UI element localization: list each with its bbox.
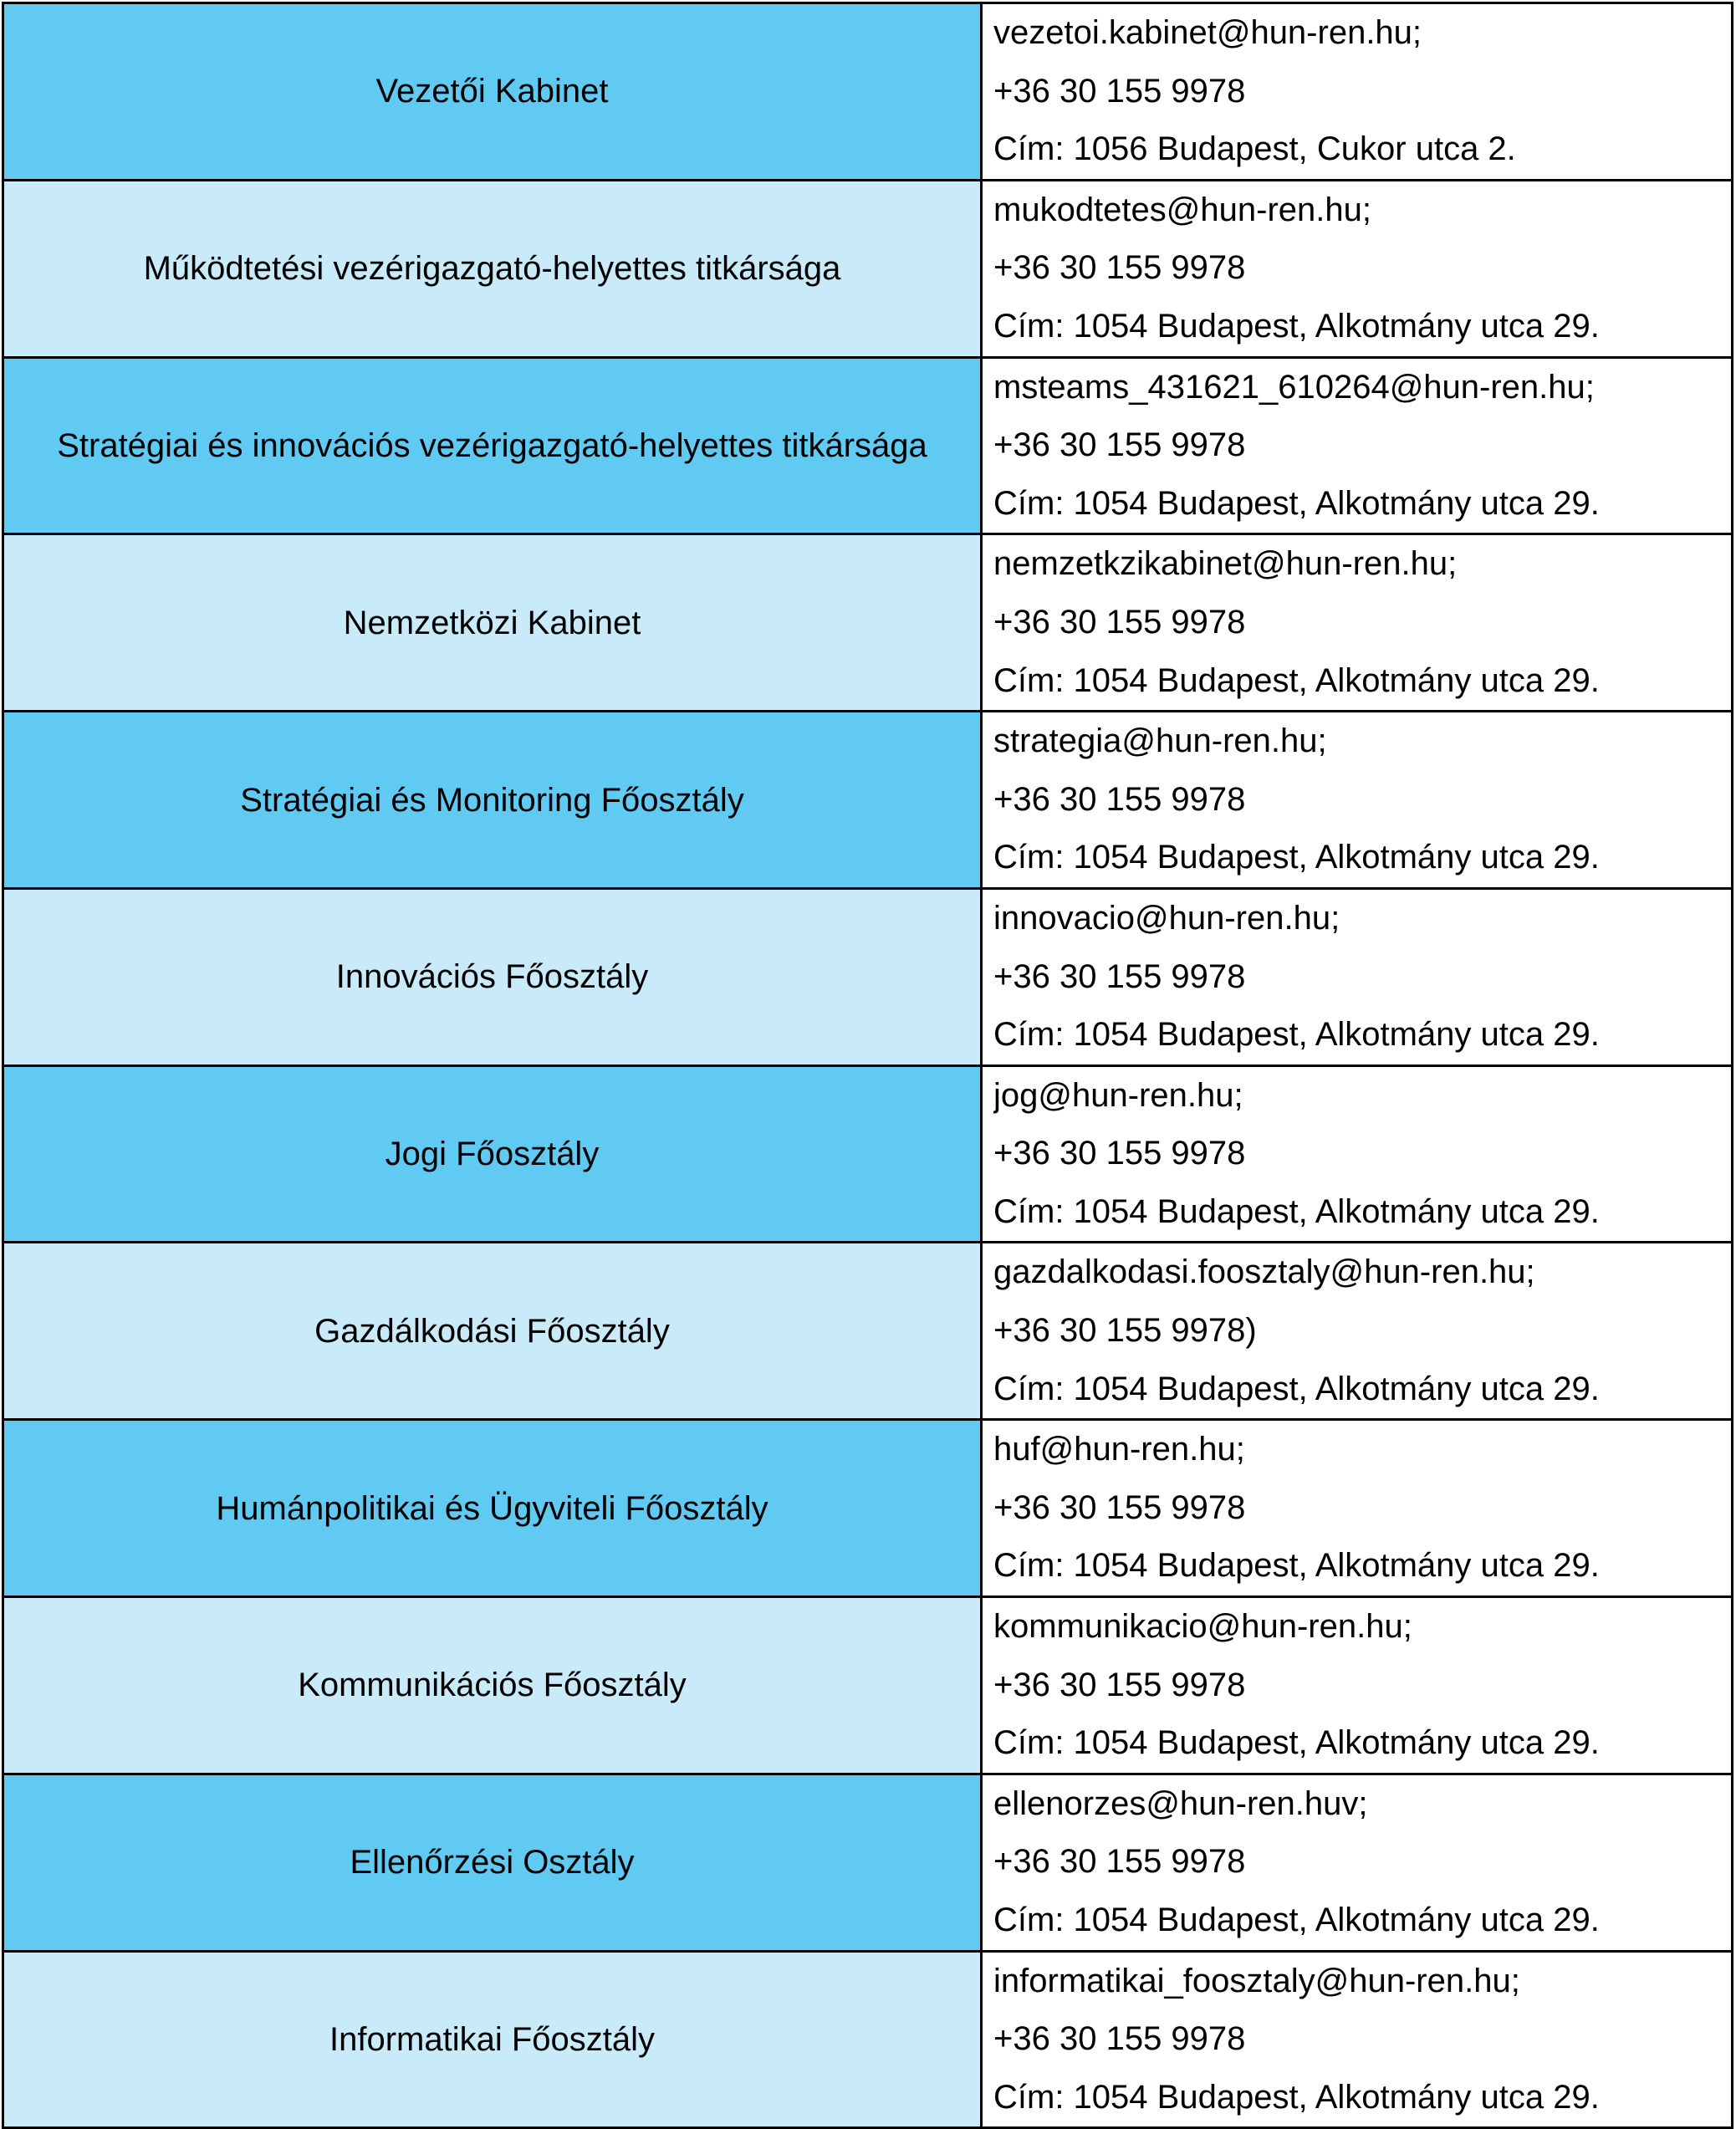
department-name: Informatikai Főosztály	[3, 1951, 982, 2128]
email-address[interactable]: nemzetkzikabinet@hun-ren.hu;	[993, 545, 1458, 583]
phone-number: +36 30 155 9978	[993, 426, 1246, 464]
email-address[interactable]: innovacio@hun-ren.hu;	[993, 899, 1340, 937]
contact-cell	[982, 1951, 1733, 2128]
department-name: Humánpolitikai és Ügyviteli Főosztály	[3, 1420, 982, 1597]
postal-address: Cím: 1054 Budapest, Alkotmány utca 29.	[993, 1902, 1600, 1938]
table-row	[3, 180, 1733, 357]
email-address[interactable]: ellenorzes@hun-ren.huv;	[993, 1784, 1368, 1822]
contact-cell	[982, 1065, 1733, 1243]
phone-number: +36 30 155 9978	[993, 1843, 1246, 1881]
department-name: Gazdálkodási Főosztály	[3, 1243, 982, 1420]
email-address[interactable]: msteams_431621_610264@hun-ren.hu;	[993, 368, 1595, 406]
department-name: Jogi Főosztály	[3, 1065, 982, 1243]
postal-address: Cím: 1054 Budapest, Alkotmány utca 29.	[993, 661, 1600, 699]
department-name: Ellenőrzési Osztály	[3, 1774, 982, 1951]
postal-address: Cím: 1054 Budapest, Alkotmány utca 29.	[993, 1192, 1600, 1230]
postal-address: Cím: 1054 Budapest, Alkotmány utca 29.	[993, 1724, 1600, 1762]
phone-number: +36 30 155 9978)	[993, 1312, 1257, 1350]
department-name: Kommunikációs Főosztály	[3, 1597, 982, 1774]
contact-cell	[982, 3, 1733, 181]
department-name: Működtetési vezérigazgató-helyettes titkársága	[3, 180, 982, 357]
email-address[interactable]: jog@hun-ren.hu;	[993, 1076, 1243, 1114]
department-name: Nemzetközi Kabinet	[3, 534, 982, 712]
postal-address: Cím: 1054 Budapest, Alkotmány utca 29.	[993, 484, 1600, 522]
email-address[interactable]: mukodtetes@hun-ren.hu;	[993, 191, 1371, 228]
email-address[interactable]: informatikai_foosztaly@hun-ren.hu;	[993, 1962, 1520, 1999]
email-address[interactable]: kommunikacio@hun-ren.hu;	[993, 1608, 1412, 1646]
contacts-table-body	[3, 3, 1733, 2128]
department-name: Innovációs Főosztály	[3, 888, 982, 1065]
phone-number: +36 30 155 9978	[993, 957, 1246, 995]
table-row	[3, 888, 1733, 1065]
contact-cell	[982, 534, 1733, 712]
table-row	[3, 1951, 1733, 2128]
contact-cell	[982, 888, 1733, 1065]
department-name: Stratégiai és innovációs vezérigazgató-helyettes titkársága	[3, 357, 982, 534]
department-name: Stratégiai és Monitoring Főosztály	[3, 712, 982, 889]
phone-number: +36 30 155 9978	[993, 2020, 1246, 2058]
contact-cell	[982, 1420, 1733, 1597]
table-row	[3, 1420, 1733, 1597]
contact-cell	[982, 1243, 1733, 1420]
email-address[interactable]: huf@hun-ren.hu;	[993, 1431, 1245, 1468]
table-row	[3, 1065, 1733, 1243]
phone-number: +36 30 155 9978	[993, 1135, 1246, 1172]
table-row	[3, 1774, 1733, 1951]
contact-cell	[982, 1597, 1733, 1774]
phone-number: +36 30 155 9978	[993, 603, 1246, 641]
phone-number: +36 30 155 9978	[993, 780, 1246, 818]
phone-number: +36 30 155 9978	[993, 1666, 1246, 1703]
postal-address: Cím: 1054 Budapest, Alkotmány utca 29.	[993, 2078, 1600, 2116]
email-address[interactable]: vezetoi.kabinet@hun-ren.hu;	[993, 14, 1422, 51]
contact-cell	[982, 357, 1733, 534]
postal-address: Cím: 1056 Budapest, Cukor utca 2.	[993, 130, 1516, 168]
table-row	[3, 1597, 1733, 1774]
postal-address: Cím: 1054 Budapest, Alkotmány utca 29.	[993, 307, 1600, 345]
postal-address: Cím: 1054 Budapest, Alkotmány utca 29.	[993, 1016, 1600, 1054]
postal-address: Cím: 1054 Budapest, Alkotmány utca 29.	[993, 1370, 1600, 1407]
phone-number: +36 30 155 9978	[993, 1488, 1246, 1526]
email-address[interactable]: strategia@hun-ren.hu;	[993, 722, 1327, 760]
contact-cell	[982, 180, 1733, 357]
table-row	[3, 534, 1733, 712]
table-row	[3, 1243, 1733, 1420]
table-row	[3, 712, 1733, 889]
table-row	[3, 357, 1733, 534]
department-name: Vezetői Kabinet	[3, 3, 982, 181]
phone-number: +36 30 155 9978	[993, 249, 1246, 287]
email-address[interactable]: gazdalkodasi.foosztaly@hun-ren.hu;	[993, 1253, 1535, 1291]
postal-address: Cím: 1054 Budapest, Alkotmány utca 29.	[993, 1547, 1600, 1585]
contacts-table	[2, 2, 1733, 2129]
postal-address: Cím: 1054 Budapest, Alkotmány utca 29.	[993, 839, 1600, 876]
table-row	[3, 3, 1733, 181]
phone-number: +36 30 155 9978	[993, 72, 1246, 110]
contact-cell	[982, 712, 1733, 889]
contact-cell	[982, 1774, 1733, 1951]
